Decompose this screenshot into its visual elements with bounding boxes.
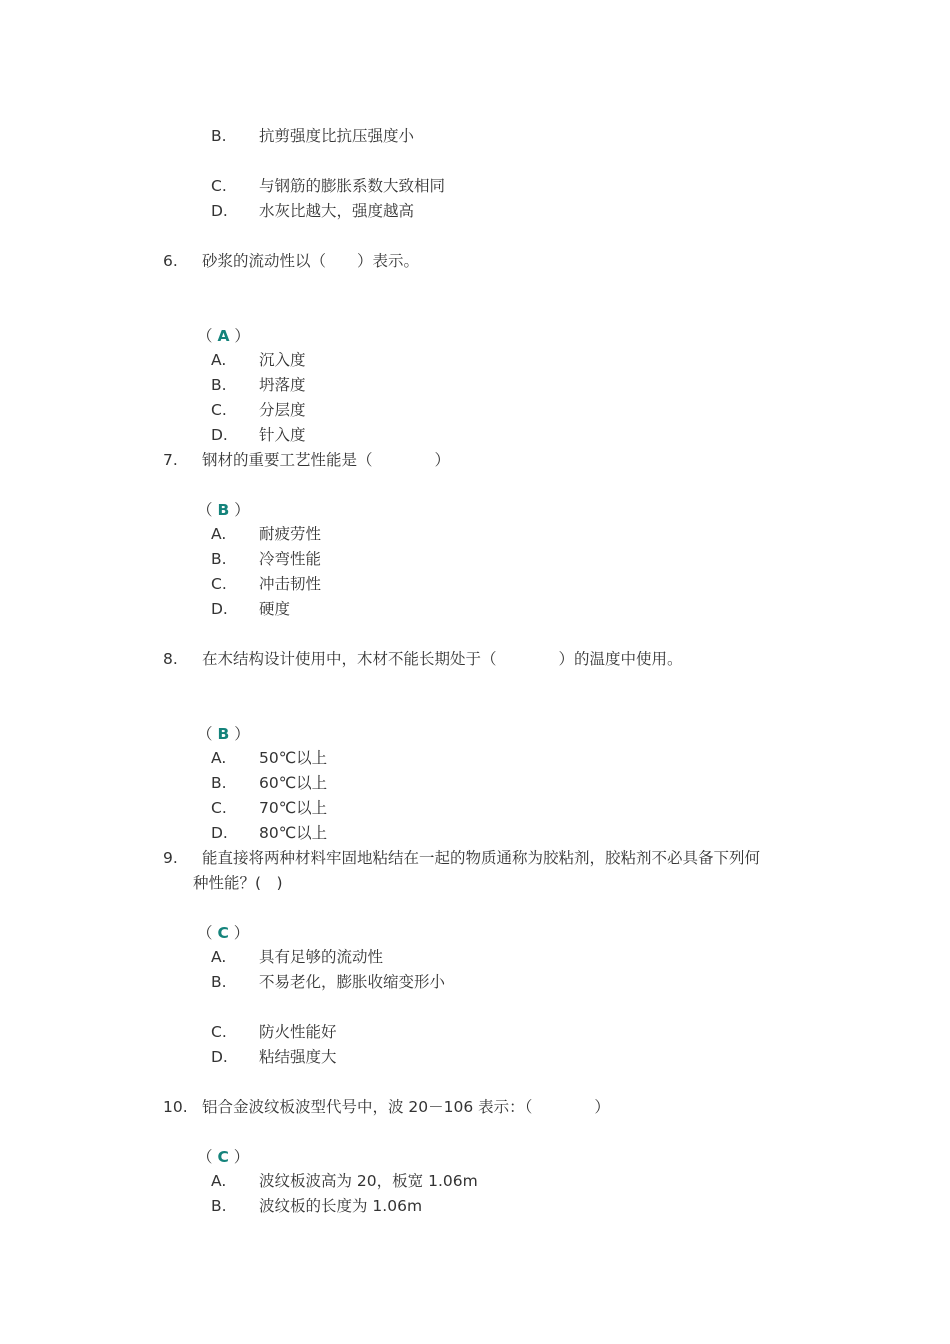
option-label: D. — [211, 426, 228, 444]
question-number: 10. — [163, 1098, 188, 1116]
option-text: 抗剪强度比抗压强度小 — [259, 127, 415, 145]
option-text: 耐疲劳性 — [259, 525, 322, 543]
option-text: 波纹板的长度为 1.06m — [259, 1197, 423, 1215]
question-text: 砂浆的流动性以（ ）表示。 — [202, 252, 420, 270]
question-text: 铝合金波纹板波型代号中，波 20－106 表示：（ ） — [202, 1098, 610, 1116]
option-label: A. — [211, 948, 227, 966]
option-label: D. — [211, 600, 228, 618]
option-text: 具有足够的流动性 — [259, 948, 384, 966]
question-text: 钢材的重要工艺性能是（ ） — [202, 451, 451, 469]
option-label: B. — [211, 550, 227, 568]
option-label: B. — [211, 1197, 227, 1215]
option-text: 硬度 — [259, 600, 291, 618]
question-text: 能直接将两种材料牢固地粘结在一起的物质通称为胶粘剂，胶粘剂不必具备下列何 — [202, 849, 761, 867]
option-text: 60℃以上 — [259, 774, 328, 792]
option-text: 粘结强度大 — [259, 1048, 337, 1066]
answer-letter: B — [217, 501, 230, 519]
answer-letter: B — [217, 725, 230, 743]
option-text: 80℃以上 — [259, 824, 328, 842]
option-label: A. — [211, 525, 227, 543]
option-label: C. — [211, 401, 227, 419]
document-page: B. 抗剪强度比抗压强度小 C. 与钢筋的膨胀系数大致相同 D. 水灰比越大，强度越高 6. 砂浆的流动性以（ ）表示。 （ A ） A. 沉入度 B. 坍落度 C. 分层度 D. 针入度 7. 钢材的重要工艺性能是（ ） （ B ） A. 耐疲劳性 B. 冷弯性能 C. 冲击韧性 D. 硬度 8. 在木结构设计使用中，木材不能长期处于（ ）的温度中使用。 （ B ） A. 50℃以上 B. 60℃以上 C. 70℃以上 D. 80℃以上 9. 能直接将两种材料牢固地粘结在一起的物质通称为胶粘剂，胶粘剂不必具备下列何 种性能？( ) （ C ） A. 具有足够的流动性 B. 不易老化，膨胀收缩变形小 C. 防火性能好 D. 粘结强度大 10. 铝合金波纹板波型代号中，波 20－106 表示：（ ） （ C ） A. 波纹板波高为 20，板宽 1.06m B. 波纹板的长度为 1.06m — [0, 0, 950, 1344]
option-label: D. — [211, 1048, 228, 1066]
answer-letter: C — [217, 1148, 229, 1166]
option-label: C. — [211, 575, 227, 593]
option-label: B. — [211, 973, 227, 991]
question-number: 6. — [163, 252, 178, 270]
option-label: A. — [211, 351, 227, 369]
answer-letter: A — [217, 327, 230, 345]
question-number: 9. — [163, 849, 178, 867]
option-text: 坍落度 — [259, 376, 306, 394]
option-text: 冷弯性能 — [259, 550, 322, 568]
option-text: 针入度 — [259, 426, 306, 444]
question-text: 在木结构设计使用中，木材不能长期处于（ ）的温度中使用。 — [202, 650, 683, 668]
question-number: 7. — [163, 451, 178, 469]
option-text: 不易老化，膨胀收缩变形小 — [259, 973, 446, 991]
option-text: 水灰比越大，强度越高 — [259, 202, 415, 220]
option-text: 沉入度 — [259, 351, 306, 369]
option-label: C. — [211, 177, 227, 195]
question-text-continued: 种性能？( ) — [193, 874, 283, 892]
option-text: 70℃以上 — [259, 799, 328, 817]
option-label: B. — [211, 376, 227, 394]
option-label: B. — [211, 127, 227, 145]
option-label: B. — [211, 774, 227, 792]
option-label: C. — [211, 799, 227, 817]
option-text: 与钢筋的膨胀系数大致相同 — [259, 177, 446, 195]
option-label: A. — [211, 1172, 227, 1190]
option-label: D. — [211, 824, 228, 842]
answer-letter: C — [217, 924, 229, 942]
option-text: 防火性能好 — [259, 1023, 337, 1041]
option-label: C. — [211, 1023, 227, 1041]
option-text: 冲击韧性 — [259, 575, 322, 593]
option-text: 波纹板波高为 20，板宽 1.06m — [259, 1172, 478, 1190]
question-number: 8. — [163, 650, 178, 668]
option-text: 分层度 — [259, 401, 306, 419]
option-label: D. — [211, 202, 228, 220]
option-text: 50℃以上 — [259, 749, 328, 767]
option-label: A. — [211, 749, 227, 767]
